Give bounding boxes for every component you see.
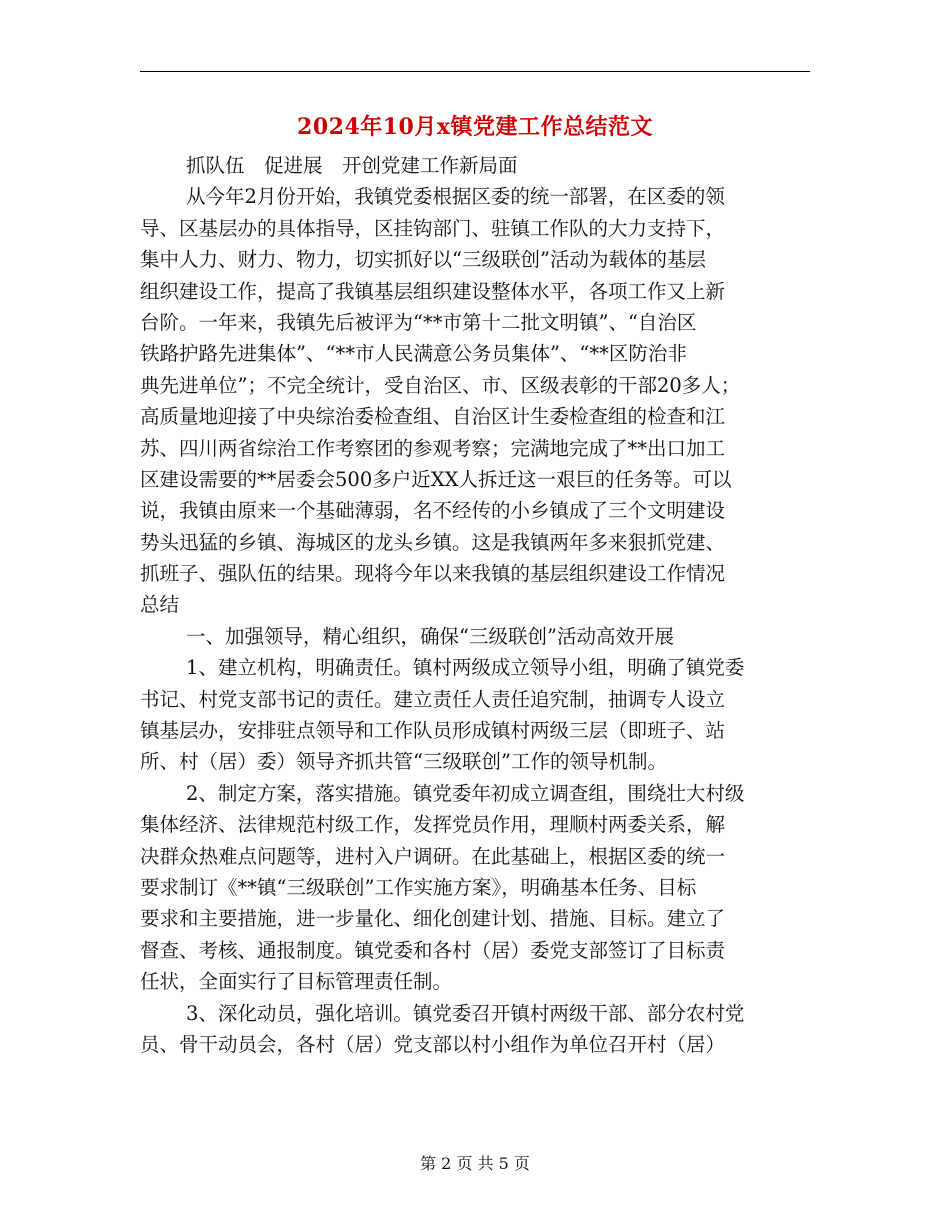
- text-line: 区建设需要的**居委会500多户近XX人拆迁这一艰巨的任务等。可以: [140, 467, 732, 491]
- text-line: 总结: [140, 593, 180, 617]
- text-line: 员、骨干动员会，各村（居）党支部以村小组作为单位召开村（居）: [140, 1032, 726, 1056]
- text-line: 从今年2月份开始，我镇党委根据区委的统一部署，在区委的领: [186, 185, 725, 209]
- text-line: 铁路护路先进集体”、“**市人民满意公务员集体”、“**区防治非: [140, 342, 687, 366]
- text-line: 组织建设工作，提高了我镇基层组织建设整体水平，各项工作又上新: [140, 279, 726, 303]
- text-line: 抓班子、强队伍的结果。现将今年以来我镇的基层组织建设工作情况: [140, 562, 726, 586]
- header-rule: [140, 71, 810, 72]
- text-line: 一、加强领导，精心组织，确保“三级联创”活动高效开展: [186, 624, 674, 648]
- text-line: 2、制定方案，落实措施。镇党委年初成立调查组，围绕壮大村级: [186, 781, 745, 805]
- text-line: 所、村（居）委）领导齐抓共管“三级联创”工作的领导机制。: [140, 750, 667, 774]
- page-footer: 第 2 页 共 5 页: [420, 1154, 530, 1173]
- text-line: 任状，全面实行了目标管理责任制。: [140, 970, 453, 994]
- text-line: 典先进单位”；不完全统计，受自治区、市、区级表彰的干部20多人；: [140, 373, 741, 397]
- document-body: [140, 150, 812, 1060]
- text-line: 书记、村党支部书记的责任。建立责任人责任追究制，抽调专人设立: [140, 687, 726, 711]
- text-line: 台阶。一年来，我镇先后被评为“**市第十二批文明镇”、“自治区: [140, 310, 697, 334]
- text-line: 集中人力、财力、物力，切实抓好以“三级联创”活动为载体的基层: [140, 248, 706, 272]
- text-line: 3、深化动员，强化培训。镇党委召开镇村两级干部、部分农村党: [186, 1001, 745, 1025]
- document-title: 2024年10月x镇党建工作总结范文: [297, 114, 653, 140]
- text-line: 决群众热难点问题等，进村入户调研。在此基础上，根据区委的统一: [140, 844, 726, 868]
- text-line: 督查、考核、通报制度。镇党委和各村（居）委党支部签订了目标责: [140, 938, 726, 962]
- text-line: 高质量地迎接了中央综治委检查组、自治区计生委检查组的检查和江: [140, 405, 726, 429]
- text-line: 要求和主要措施，进一步量化、细化创建计划、措施、目标。建立了: [140, 907, 726, 931]
- text-line: 要求制订《**镇“三级联创”工作实施方案》，明确基本任务、目标: [140, 875, 697, 899]
- text-line: 集体经济、法律规范村级工作，发挥党员作用，理顺村两委关系，解: [140, 813, 726, 837]
- text-line: 势头迅猛的乡镇、海城区的龙头乡镇。这是我镇两年多来狠抓党建、: [140, 530, 726, 554]
- text-line: 抓队伍 促进展 开创党建工作新局面: [186, 154, 518, 177]
- text-line: 苏、四川两省综治工作考察团的参观考察；完满地完成了**出口加工: [140, 436, 726, 460]
- text-line: 导、区基层办的具体指导，区挂钩部门、驻镇工作队的大力支持下，: [140, 216, 726, 240]
- text-line: 1、建立机构，明确责任。镇村两级成立领导小组，明确了镇党委: [186, 656, 745, 680]
- text-line: 说，我镇由原来一个基础薄弱，名不经传的小乡镇成了三个文明建设: [140, 499, 726, 523]
- text-line: 镇基层办，安排驻点领导和工作队员形成镇村两级三层（即班子、站: [140, 719, 726, 743]
